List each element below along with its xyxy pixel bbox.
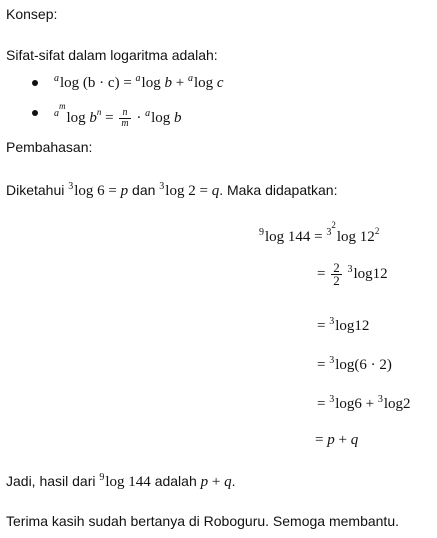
closing-text: Terima kasih sudah bertanya di Roboguru. Semoga membantu. (6, 513, 399, 529)
step-3: = $^3$log12 (317, 316, 370, 334)
sifat-intro: Sifat-sifat dalam logaritma adalah: (6, 47, 218, 63)
step-5: = $^3$log6 + $^3$log2 (317, 394, 411, 412)
step-6: = p + q (315, 432, 359, 448)
jadi-line: Jadi, hasil dari $^9$log 144 adalah p + q. (6, 472, 236, 490)
bullet-1 (32, 80, 38, 86)
step-1: $^9$log 144 = $^{3^2}$log $12^2$ (259, 220, 380, 245)
sifat-item-1: $^a$log (b · c) = $^a$log b + $^a$log c (54, 73, 224, 91)
pembahasan-heading: Pembahasan: (6, 139, 93, 155)
konsep-heading: Konsep: (6, 6, 58, 22)
step-2: = $\frac{2}{2}$ $^3$log12 (317, 260, 388, 288)
sifat-item-2: $^{a^m}$log $b^n$ = $\frac{n}{m}$ · $^a$log b (54, 101, 182, 130)
step-4: = $^3$log(6 · 2) (317, 355, 392, 373)
diketahui-line: Diketahui $^3$log 6 = p dan $^3$log 2 = q. Maka didapatkan: (6, 181, 338, 199)
bullet-2 (32, 110, 38, 116)
